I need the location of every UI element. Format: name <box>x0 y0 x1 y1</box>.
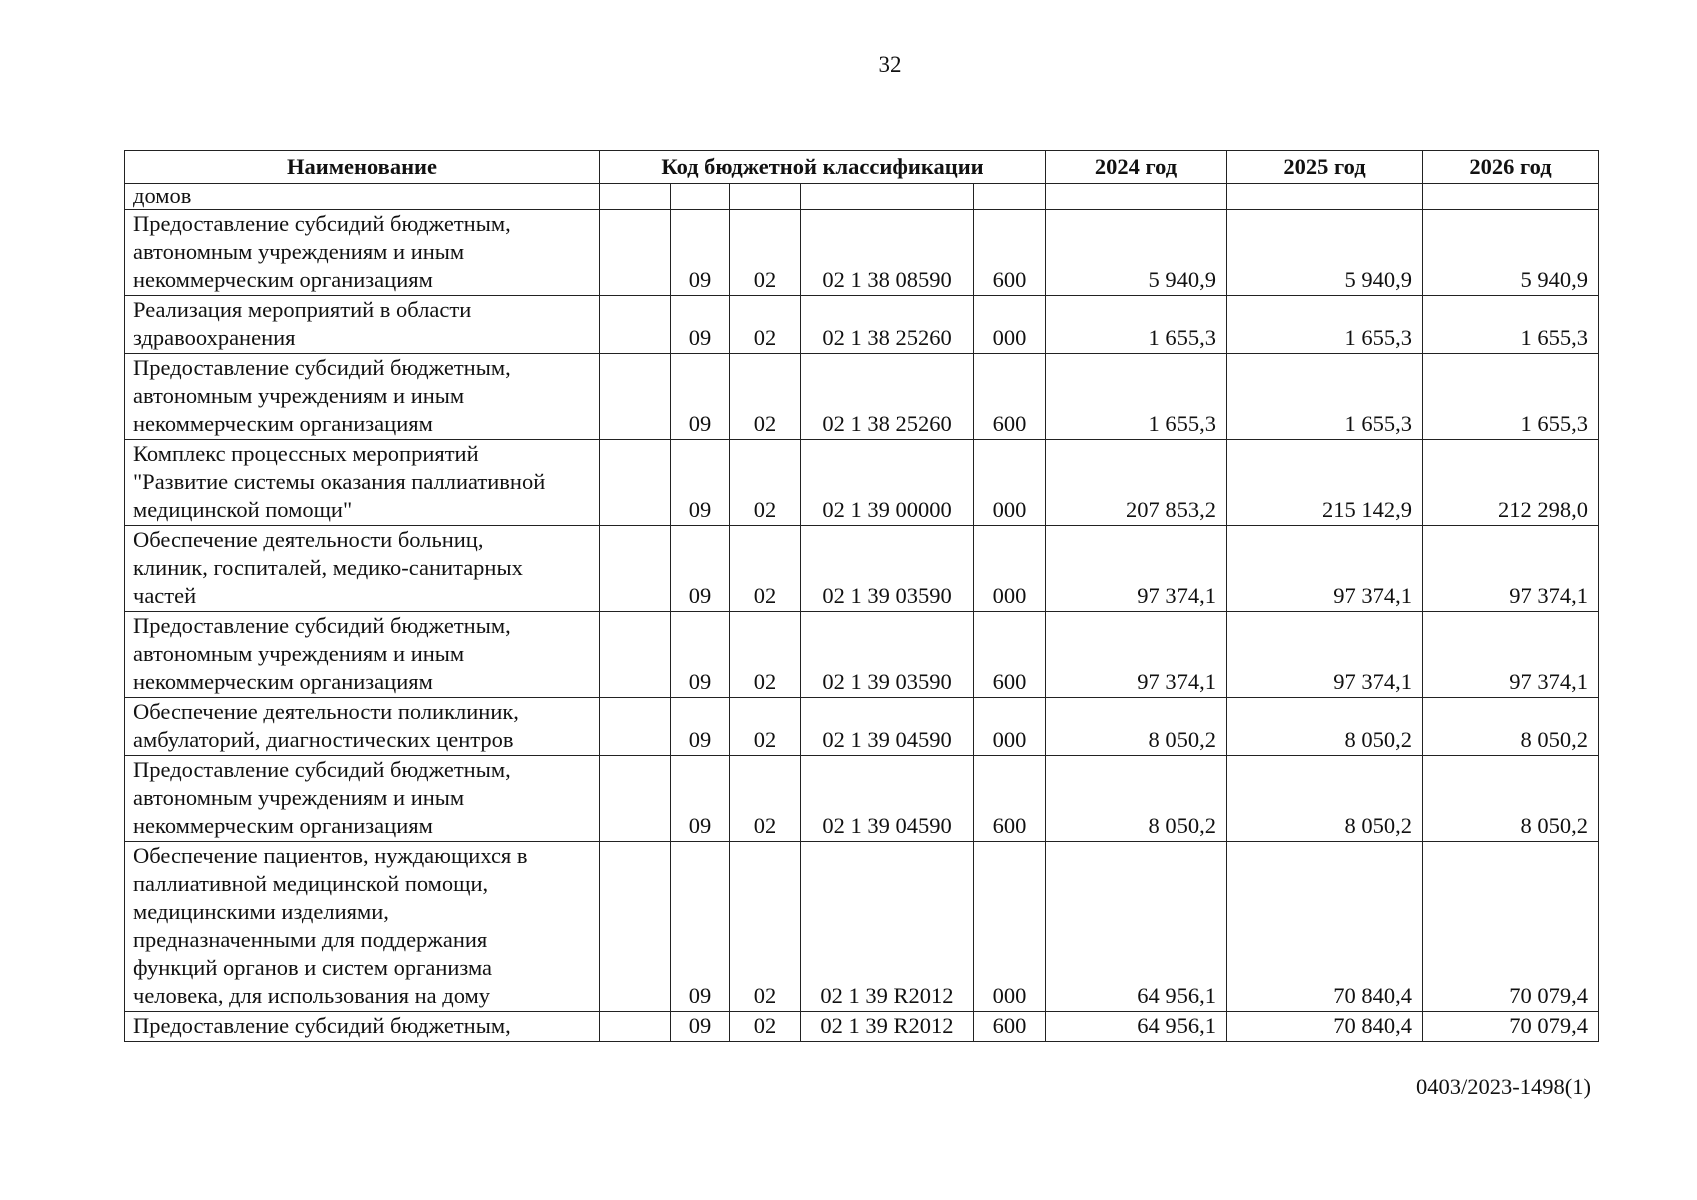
cell-2026: 212 298,0 <box>1423 440 1599 526</box>
document-id: 0403/2023-1498(1) <box>1416 1074 1591 1099</box>
cell-2025: 8 050,2 <box>1227 756 1423 842</box>
cell-code-4: 02 1 39 04590 <box>801 698 974 756</box>
cell-name: Предоставление субсидий бюджетным, автономным учреждениям и иным некоммерческим организациям <box>125 756 600 842</box>
cell-code-2: 09 <box>671 210 730 296</box>
cell-2025: 70 840,4 <box>1227 842 1423 1012</box>
cell-code-2: 09 <box>671 1012 730 1042</box>
cell-name: Предоставление субсидий бюджетным, автономным учреждениям и иным некоммерческим организациям <box>125 612 600 698</box>
cell-code-5: 000 <box>974 440 1046 526</box>
cell-code-1 <box>600 440 671 526</box>
table-row <box>125 354 1599 440</box>
cell-code-3: 02 <box>730 756 801 842</box>
cell-name: домов <box>125 184 600 210</box>
cell-code-2: 09 <box>671 698 730 756</box>
cell-code-4: 02 1 39 04590 <box>801 756 974 842</box>
cell-name: Обеспечение деятельности поликлиник, амбулаторий, диагностических центров <box>125 698 600 756</box>
cell-code-3: 02 <box>730 296 801 354</box>
cell-2026: 70 079,4 <box>1423 842 1599 1012</box>
cell-2025: 5 940,9 <box>1227 210 1423 296</box>
cell-code-2: 09 <box>671 526 730 612</box>
cell-2024: 64 956,1 <box>1046 842 1227 1012</box>
cell-code-4: 02 1 39 03590 <box>801 612 974 698</box>
cell-code-4: 02 1 39 03590 <box>801 526 974 612</box>
cell-code-4: 02 1 38 25260 <box>801 296 974 354</box>
cell-code-3: 02 <box>730 1012 801 1042</box>
table-row <box>125 756 1599 842</box>
cell-code-4: 02 1 38 08590 <box>801 210 974 296</box>
cell-2024: 8 050,2 <box>1046 698 1227 756</box>
cell-2026 <box>1423 184 1599 210</box>
cell-2025: 97 374,1 <box>1227 526 1423 612</box>
cell-code-1 <box>600 354 671 440</box>
cell-name: Предоставление субсидий бюджетным, автономным учреждениям и иным некоммерческим организациям <box>125 354 600 440</box>
cell-code-2: 09 <box>671 296 730 354</box>
cell-2024: 1 655,3 <box>1046 296 1227 354</box>
cell-code-5: 000 <box>974 526 1046 612</box>
cell-code-3 <box>730 184 801 210</box>
cell-code-4: 02 1 38 25260 <box>801 354 974 440</box>
page-number: 32 <box>878 52 902 77</box>
cell-code-3: 02 <box>730 842 801 1012</box>
cell-code-5: 000 <box>974 698 1046 756</box>
cell-code-4: 02 1 39 R2012 <box>801 1012 974 1042</box>
cell-code-3: 02 <box>730 440 801 526</box>
header-2025: 2025 год <box>1227 151 1423 184</box>
cell-2026: 70 079,4 <box>1423 1012 1599 1042</box>
cell-code-2: 09 <box>671 354 730 440</box>
cell-2024: 64 956,1 <box>1046 1012 1227 1042</box>
cell-code-1 <box>600 612 671 698</box>
cell-code-1 <box>600 526 671 612</box>
cell-2025: 97 374,1 <box>1227 612 1423 698</box>
cell-code-1 <box>600 296 671 354</box>
cell-code-1 <box>600 842 671 1012</box>
table-row <box>125 210 1599 296</box>
cell-code-4 <box>801 184 974 210</box>
cell-code-5 <box>974 184 1046 210</box>
cell-name: Обеспечение пациентов, нуждающихся в паллиативной медицинской помощи, медицинскими изделиями, предназначенными для поддержания функций органов и систем организма человека, для использования на дому <box>125 842 600 1012</box>
cell-2025: 1 655,3 <box>1227 354 1423 440</box>
table-row <box>125 1012 1599 1042</box>
budget-table <box>124 150 1599 1042</box>
cell-2025 <box>1227 184 1423 210</box>
cell-name: Обеспечение деятельности больниц, клиник, госпиталей, медико-санитарных частей <box>125 526 600 612</box>
cell-code-5: 600 <box>974 354 1046 440</box>
cell-2025: 70 840,4 <box>1227 1012 1423 1042</box>
cell-code-5: 600 <box>974 210 1046 296</box>
table-row <box>125 698 1599 756</box>
table-row <box>125 440 1599 526</box>
table-body <box>125 184 1599 1042</box>
cell-code-5: 600 <box>974 756 1046 842</box>
cell-code-1 <box>600 184 671 210</box>
cell-2024: 5 940,9 <box>1046 210 1227 296</box>
cell-2026: 97 374,1 <box>1423 612 1599 698</box>
cell-name: Предоставление субсидий бюджетным, автономным учреждениям и иным некоммерческим организациям <box>125 210 600 296</box>
cell-2025: 1 655,3 <box>1227 296 1423 354</box>
cell-2024: 207 853,2 <box>1046 440 1227 526</box>
cell-code-5: 000 <box>974 842 1046 1012</box>
cell-2025: 8 050,2 <box>1227 698 1423 756</box>
table-header-row <box>125 151 1599 184</box>
cell-2024 <box>1046 184 1227 210</box>
cell-code-1 <box>600 756 671 842</box>
table-row <box>125 296 1599 354</box>
cell-code-1 <box>600 1012 671 1042</box>
header-name: Наименование <box>125 151 600 184</box>
cell-name: Предоставление субсидий бюджетным, <box>125 1012 600 1042</box>
cell-2024: 97 374,1 <box>1046 526 1227 612</box>
cell-code-2: 09 <box>671 756 730 842</box>
cell-2024: 8 050,2 <box>1046 756 1227 842</box>
table-row <box>125 526 1599 612</box>
cell-2026: 8 050,2 <box>1423 698 1599 756</box>
header-2024: 2024 год <box>1046 151 1227 184</box>
cell-2026: 1 655,3 <box>1423 296 1599 354</box>
cell-2026: 97 374,1 <box>1423 526 1599 612</box>
table-row <box>125 184 1599 210</box>
cell-code-3: 02 <box>730 526 801 612</box>
cell-code-2 <box>671 184 730 210</box>
header-2026: 2026 год <box>1423 151 1599 184</box>
cell-code-5: 600 <box>974 1012 1046 1042</box>
cell-code-1 <box>600 698 671 756</box>
cell-2024: 97 374,1 <box>1046 612 1227 698</box>
cell-2026: 5 940,9 <box>1423 210 1599 296</box>
cell-2025: 215 142,9 <box>1227 440 1423 526</box>
cell-code-5: 000 <box>974 296 1046 354</box>
cell-2024: 1 655,3 <box>1046 354 1227 440</box>
cell-code-4: 02 1 39 00000 <box>801 440 974 526</box>
cell-code-2: 09 <box>671 440 730 526</box>
cell-code-3: 02 <box>730 612 801 698</box>
table-row <box>125 612 1599 698</box>
cell-code-2: 09 <box>671 842 730 1012</box>
cell-name: Реализация мероприятий в области здравоохранения <box>125 296 600 354</box>
table-row <box>125 842 1599 1012</box>
cell-code-2: 09 <box>671 612 730 698</box>
cell-2026: 1 655,3 <box>1423 354 1599 440</box>
cell-name: Комплекс процессных мероприятий "Развитие системы оказания паллиативной медицинской помощи" <box>125 440 600 526</box>
cell-code-4: 02 1 39 R2012 <box>801 842 974 1012</box>
cell-2026: 8 050,2 <box>1423 756 1599 842</box>
cell-code-5: 600 <box>974 612 1046 698</box>
cell-code-3: 02 <box>730 210 801 296</box>
cell-code-1 <box>600 210 671 296</box>
cell-code-3: 02 <box>730 698 801 756</box>
cell-code-3: 02 <box>730 354 801 440</box>
header-code: Код бюджетной классификации <box>600 151 1046 184</box>
